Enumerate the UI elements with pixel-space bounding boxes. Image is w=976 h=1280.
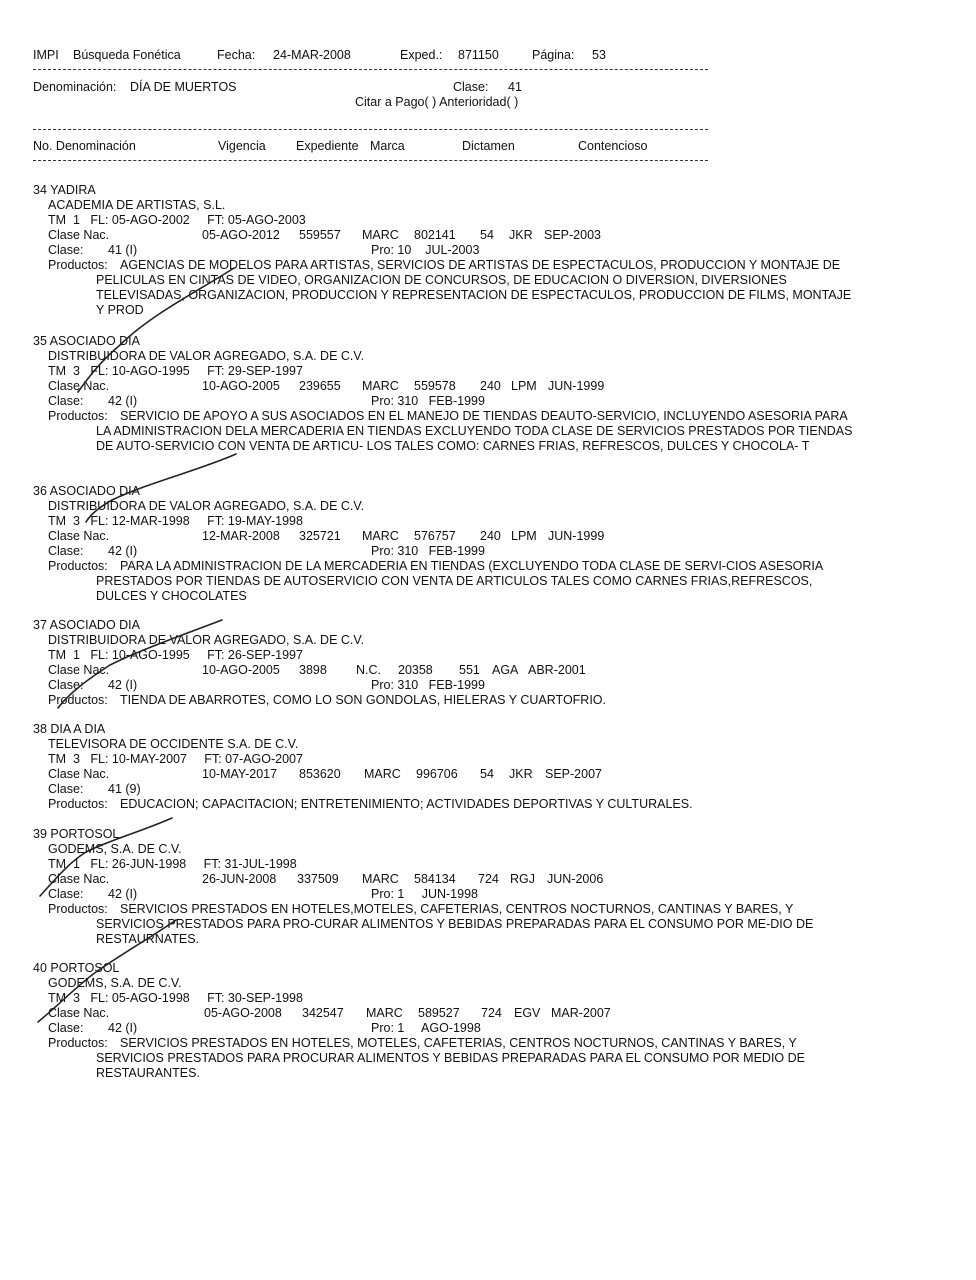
entry-tm-dates: TM 1 FL: 26-JUN-1998 FT: 31-JUL-1998	[48, 857, 297, 871]
entry-marca-tipo: MARC	[362, 872, 399, 886]
query-denom-value: DÍA DE MUERTOS	[130, 80, 237, 94]
entry-dict-code: RGJ	[510, 872, 535, 886]
col-no-denominacion: No. Denominación	[33, 139, 136, 153]
entry-vigencia: 10-MAY-2017	[202, 767, 278, 781]
entry-productos	[48, 693, 858, 708]
entry-expediente: 239655	[299, 379, 341, 393]
entry-productos-text: AGENCIAS DE MODELOS PARA ARTISTAS, SERVICIOS DE ARTISTAS DE ESPECTACULOS, PRODUCCION Y MONTAJE DE PELICULAS EN CINTAS DE VIDEO, ORGANIZACION DE CONCURSOS, DE EDUCACION O DIVERSION, DIVERSIONES TELEVISADAS, ORGANIZACION, PRODUCCION Y REPRESENTACION DE ESPECTACULOS, PRODUCCION DE FILMS, MONTAJE Y PROD	[96, 258, 852, 317]
entry-clase-label: Clase:	[48, 678, 84, 692]
entry-dict-date: SEP-2003	[544, 228, 601, 242]
entry-title: 34 YADIRA	[33, 183, 96, 197]
entry-vigencia: 10-AGO-2005	[202, 663, 280, 677]
entry-productos	[48, 1036, 858, 1081]
entry-pro: Pro: 10 JUL-2003	[371, 243, 480, 257]
entry-clase: 42 (I)	[108, 1021, 138, 1035]
entry-vigencia: 05-AGO-2012	[202, 228, 280, 242]
entry-productos-text: SERVICIO DE APOYO A SUS ASOCIADOS EN EL MANEJO DE TIENDAS DEAUTO-SERVICIO, INCLUYENDO ASESORIA PARA LA ADMINISTRACION DELA MERCADERIA EN TIENDAS EXCLUYENDO TODA CLASE DE SERVICIOS PRESTADOS POR TIENDAS DE AUTO-SERVICIO CON VENTA DE ARTICU- LOS TALES COMO: CARNES FRIAS, REFRESCOS, DULCES Y CHOCOLA- T	[96, 409, 853, 453]
entry-productos	[48, 258, 858, 318]
entry-expediente: 342547	[302, 1006, 344, 1020]
col-contencioso: Contencioso	[578, 139, 648, 153]
entry-productos-label: Productos:	[48, 409, 108, 423]
header-date-label: Fecha:	[217, 48, 256, 62]
entry-clase-label: Clase:	[48, 243, 84, 257]
entry-dict-num: 54	[480, 228, 494, 242]
entry-clase-nac: Clase Nac.	[48, 767, 110, 781]
entry-tm-dates: TM 3 FL: 05-AGO-1998 FT: 30-SEP-1998	[48, 991, 303, 1005]
entry-owner: DISTRIBUIDORA DE VALOR AGREGADO, S.A. DE C.V.	[48, 349, 365, 363]
header-search-type: Búsqueda Fonética	[73, 48, 181, 62]
entry-clase: 42 (I)	[108, 394, 138, 408]
entry-clase: 42 (I)	[108, 678, 138, 692]
entry-marca-num: 20358	[398, 663, 433, 677]
header-exped-label: Exped.:	[400, 48, 443, 62]
entry-title: 40 PORTOSOL	[33, 961, 120, 975]
entry-productos-label: Productos:	[48, 559, 108, 573]
entry-clase-nac: Clase Nac.	[48, 663, 110, 677]
entry-expediente: 325721	[299, 529, 341, 543]
entry-expediente: 559557	[299, 228, 341, 242]
entry-productos-text: EDUCACION; CAPACITACION; ENTRETENIMIENTO; ACTIVIDADES DEPORTIVAS Y CULTURALES.	[120, 797, 693, 811]
entry-clase-nac: Clase Nac.	[48, 529, 110, 543]
entry-vigencia: 12-MAR-2008	[202, 529, 280, 543]
entry-dict-date: JUN-1999	[548, 529, 605, 543]
entry-marca-num: 559578	[414, 379, 456, 393]
entry-owner: ACADEMIA DE ARTISTAS, S.L.	[48, 198, 226, 212]
divider	[33, 69, 708, 70]
divider	[33, 160, 708, 161]
entry-owner: TELEVISORA DE OCCIDENTE S.A. DE C.V.	[48, 737, 299, 751]
entry-marca-tipo: MARC	[364, 767, 401, 781]
entry-dict-code: AGA	[492, 663, 519, 677]
entry-title: 39 PORTOSOL	[33, 827, 120, 841]
header-page-label: Página:	[532, 48, 575, 62]
entry-owner: GODEMS, S.A. DE C.V.	[48, 842, 182, 856]
entry-marca-num: 996706	[416, 767, 458, 781]
header-date-value: 24-MAR-2008	[273, 48, 351, 62]
entry-title: 38 DIA A DIA	[33, 722, 106, 736]
entry-title: 36 ASOCIADO DIA	[33, 484, 140, 498]
entry-tm-dates: TM 3 FL: 12-MAR-1998 FT: 19-MAY-1998	[48, 514, 303, 528]
entry-dict-num: 551	[459, 663, 480, 677]
entry-clase: 42 (I)	[108, 887, 138, 901]
entry-expediente: 337509	[297, 872, 339, 886]
col-expediente: Expediente	[296, 139, 359, 153]
entry-productos	[48, 797, 858, 812]
entry-marca-num: 589527	[418, 1006, 460, 1020]
entry-dict-code: EGV	[514, 1006, 541, 1020]
entry-dict-date: JUN-1999	[548, 379, 605, 393]
entry-marca-tipo: MARC	[362, 529, 399, 543]
header-exped-value: 871150	[458, 48, 499, 62]
query-clase-value: 41	[508, 80, 522, 94]
entry-pro: Pro: 1 JUN-1998	[371, 887, 478, 901]
entry-clase-label: Clase:	[48, 544, 84, 558]
entry-dict-code: LPM	[511, 529, 537, 543]
entry-pro: Pro: 1 AGO-1998	[371, 1021, 481, 1035]
entry-dict-num: 724	[481, 1006, 502, 1020]
entry-owner: GODEMS, S.A. DE C.V.	[48, 976, 182, 990]
entry-dict-code: JKR	[509, 228, 533, 242]
entry-dict-date: ABR-2001	[528, 663, 586, 677]
header-org: IMPI	[33, 48, 59, 62]
query-citar: Citar a Pago( ) Anterioridad( )	[355, 95, 519, 109]
entry-marca-num: 802141	[414, 228, 456, 242]
entry-marca-num: 584134	[414, 872, 456, 886]
entry-clase-nac: Clase Nac.	[48, 1006, 110, 1020]
entry-clase: 41 (I)	[108, 243, 138, 257]
entry-marca-tipo: N.C.	[356, 663, 381, 677]
entry-pro: Pro: 310 FEB-1999	[371, 394, 485, 408]
entry-dict-num: 54	[480, 767, 494, 781]
entry-clase: 42 (I)	[108, 544, 138, 558]
entry-dict-date: SEP-2007	[545, 767, 602, 781]
entry-clase-nac: Clase Nac.	[48, 228, 110, 242]
col-vigencia: Vigencia	[218, 139, 266, 153]
entry-dict-date: MAR-2007	[551, 1006, 611, 1020]
entry-productos-label: Productos:	[48, 258, 108, 272]
entry-vigencia: 26-JUN-2008	[202, 872, 277, 886]
entry-productos-text: PARA LA ADMINISTRACION DE LA MERCADERIA EN TIENDAS (EXCLUYENDO TODA CLASE DE SERVI-CIOS ASESORIA PRESTADOS POR TIENDAS DE AUTOSERVICIO CON VENTA DE ARTICULOS TALES COMO CARNES FRIAS,REFRESCOS, DULCES Y CHOCOLATES	[96, 559, 823, 603]
query-clase-label: Clase:	[453, 80, 489, 94]
entry-title: 37 ASOCIADO DIA	[33, 618, 140, 632]
entry-tm-dates: TM 1 FL: 05-AGO-2002 FT: 05-AGO-2003	[48, 213, 306, 227]
col-dictamen: Dictamen	[462, 139, 515, 153]
entry-marca-tipo: MARC	[362, 379, 399, 393]
entry-dict-num: 724	[478, 872, 499, 886]
entry-clase-label: Clase:	[48, 782, 84, 796]
entry-dict-num: 240	[480, 379, 501, 393]
entry-productos-label: Productos:	[48, 1036, 108, 1050]
divider	[33, 129, 708, 130]
entry-clase-nac: Clase Nac.	[48, 379, 110, 393]
entry-marca-num: 576757	[414, 529, 456, 543]
header-page-value: 53	[592, 48, 606, 62]
entry-productos-text: TIENDA DE ABARROTES, COMO LO SON GONDOLAS, HIELERAS Y CUARTOFRIO.	[120, 693, 606, 707]
entry-expediente: 853620	[299, 767, 341, 781]
entry-marca-tipo: MARC	[366, 1006, 403, 1020]
col-marca: Marca	[370, 139, 405, 153]
entry-clase-label: Clase:	[48, 887, 84, 901]
entry-productos-label: Productos:	[48, 693, 108, 707]
entry-productos	[48, 409, 858, 454]
entry-productos-text: SERVICIOS PRESTADOS EN HOTELES,MOTELES, CAFETERIAS, CENTROS NOCTURNOS, CANTINAS Y BARES, Y SERVICIOS PRESTADOS PARA PRO-CURAR ALIMENTOS Y BEBIDAS PREPARADAS PARA EL CONSUMO POR ME-DIO DE RESTAURNATES.	[96, 902, 814, 946]
entry-dict-code: LPM	[511, 379, 537, 393]
entry-owner: DISTRIBUIDORA DE VALOR AGREGADO, S.A. DE C.V.	[48, 499, 365, 513]
query-denom-label: Denominación:	[33, 80, 117, 94]
entry-owner: DISTRIBUIDORA DE VALOR AGREGADO, S.A. DE C.V.	[48, 633, 365, 647]
entry-dict-date: JUN-2006	[547, 872, 604, 886]
entry-marca-tipo: MARC	[362, 228, 399, 242]
entry-productos-label: Productos:	[48, 797, 108, 811]
entry-clase-nac: Clase Nac.	[48, 872, 110, 886]
entry-title: 35 ASOCIADO DIA	[33, 334, 140, 348]
entry-dict-num: 240	[480, 529, 501, 543]
entry-tm-dates: TM 1 FL: 10-AGO-1995 FT: 26-SEP-1997	[48, 648, 303, 662]
entry-tm-dates: TM 3 FL: 10-AGO-1995 FT: 29-SEP-1997	[48, 364, 303, 378]
entry-pro: Pro: 310 FEB-1999	[371, 544, 485, 558]
entry-vigencia: 05-AGO-2008	[204, 1006, 282, 1020]
entry-productos	[48, 902, 858, 947]
entry-productos	[48, 559, 858, 604]
entry-expediente: 3898	[299, 663, 327, 677]
entry-vigencia: 10-AGO-2005	[202, 379, 280, 393]
entry-clase-label: Clase:	[48, 394, 84, 408]
entry-clase-label: Clase:	[48, 1021, 84, 1035]
entry-clase: 41 (9)	[108, 782, 141, 796]
entry-productos-text: SERVICIOS PRESTADOS EN HOTELES, MOTELES, CAFETERIAS, CENTROS NOCTURNOS, CANTINAS Y BARES, Y SERVICIOS PRESTADOS PARA PROCURAR ALIMENTOS Y BEBIDAS PREPARADAS PARA EL CONSUMO POR MEDIO DE RESTAURANTES.	[96, 1036, 805, 1080]
entry-pro: Pro: 310 FEB-1999	[371, 678, 485, 692]
entry-dict-code: JKR	[509, 767, 533, 781]
entry-productos-label: Productos:	[48, 902, 108, 916]
entry-tm-dates: TM 3 FL: 10-MAY-2007 FT: 07-AGO-2007	[48, 752, 303, 766]
